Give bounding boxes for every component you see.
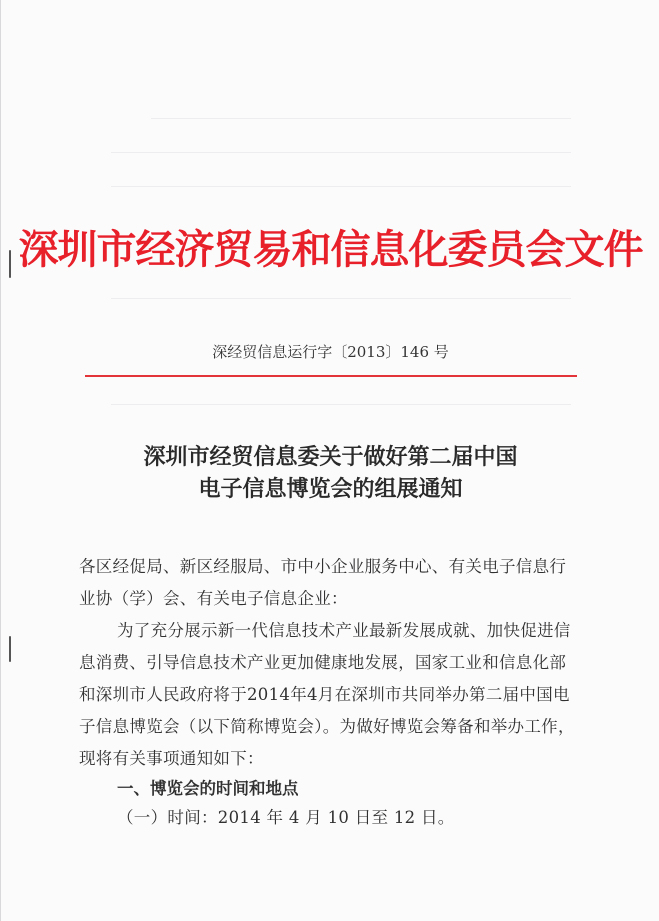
body-line-paragraph: 息消费、引导信息技术产业更加健康地发展，国家工业和信息化部 [79,653,567,672]
bleed-through-line [111,404,571,405]
body-line-paragraph: 和深圳市人民政府将于2014年4月在深圳市共同举办第二届中国电 [79,685,570,704]
notice-title-line-1: 深圳市经贸信息委关于做好第二届中国 [143,444,518,470]
binding-mark [9,636,11,662]
body-line-addressees-cont: 业协（学）会、有关电子信息企业： [79,589,348,608]
red-divider-rule [85,375,577,377]
document-number: 深经贸信息运行字〔2013〕146 号 [212,343,449,361]
section-heading: 一、博览会的时间和地点 [117,779,299,798]
bleed-through-line [151,118,571,119]
section-item: （一）时间：2014 年 4 月 10 日至 12 日。 [117,808,455,827]
bleed-through-line [111,152,571,153]
body-line-addressees: 各区经促局、新区经服局、市中小企业服务中心、有关电子信息行 [79,557,567,576]
bleed-through-line [111,186,571,187]
issuer-header-title: 深圳市经济贸易和信息化委员会文件 [18,226,643,273]
bleed-through-line [111,298,571,299]
body-line-paragraph: 子信息博览会（以下简称博览会）。为做好博览会筹备和举办工作， [79,717,575,736]
notice-title-line-2: 电子信息博览会的组展通知 [198,476,463,502]
body-line-paragraph: 现将有关事项通知如下： [79,749,264,768]
body-line-paragraph: 为了充分展示新一代信息技术产业最新发展成就、加快促进信 [117,621,571,640]
